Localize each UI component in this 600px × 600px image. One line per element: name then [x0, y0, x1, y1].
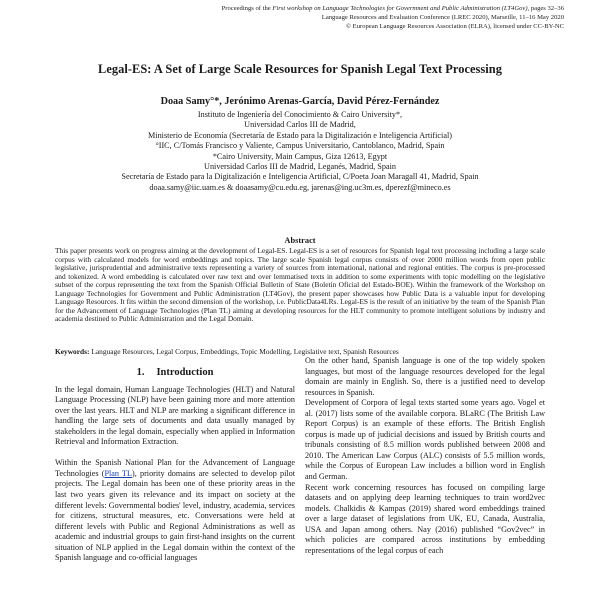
keywords	[55, 347, 545, 356]
keywords-label: Keywords:	[55, 347, 90, 356]
proceedings-line	[64, 4, 564, 13]
author-list: Doaa Samy°*, Jerónimo Arenas-García, David Pérez-Fernández	[160, 96, 440, 107]
affiliations	[0, 110, 600, 193]
paragraph: Development of Corpora of legal texts started some years ago. Vogel et al. (2017) lists some of the available corpora. BLaRC (The British Law Report Corpus) is an example of these efforts. The British English corpus is made up of judicial decisions and issued by British courts and tribunals consisting of 8.5 million words published between 2008 and 2010. The American Law Corpus (ALC) consists of 5.5 million words, while the Corpus of European Law includes a billion word in English and German.	[305, 398, 545, 482]
affiliation-line: Instituto de Ingeniería del Conocimiento & Cairo University*,	[197, 110, 403, 119]
author-emails[interactable]: doaa.samy@iic.uam.es & doaasamy@cu.edu.eg, jarenas@ing.uc3m.es, dperezf@mineco.es	[149, 182, 451, 192]
abstract-heading: Abstract	[284, 236, 316, 245]
plan-tl-link[interactable]: Plan TL	[104, 468, 133, 478]
section-heading	[55, 368, 295, 379]
workshop-name: First workshop on Language Technologies for Government and Public Administration (LT4Gov)	[272, 5, 528, 12]
paragraph-gap	[55, 448, 295, 459]
affiliation-line: Ministerio de Economía (Secretaría de Estado para la Digitalización e Inteligencia Artificial)	[148, 130, 452, 140]
affiliation-line: *Cairo University, Main Campus, Giza 12613, Egypt	[212, 151, 388, 161]
license-line: © European Language Resources Association (ELRA), licensed under CC-BY-NC	[346, 23, 564, 30]
paragraph: In the legal domain, Human Language Technologies (HLT) and Natural Language Processing (NLP) have been gaining more and more attention over the last years. HLT and NLP are marking a significant difference in handling the large sets of documents and data usually managed by stakeholders in the legal domain, especially when applied in Information Retrieval and Information Extraction.	[55, 384, 295, 447]
left-column	[55, 368, 295, 564]
paragraph: Recent work concerning resources has focused on compiling large datasets and on applying deep learning techniques to train word2vec models. Chalkidis & Kampas (2019) shared word embeddings trained over a large dataset of legislations from UK, EU, Canada, Australia, USA and Japan among others. Nay (2016) published “Gov2vec” in which policies are compared across institutions by embedding representations of the legal corpus of each	[305, 482, 545, 555]
affiliation-line: Secretaría de Estado para la Digitalización e Inteligencia Artificial, C/Poeta Joan Maragall 41, Madrid, Spain	[121, 172, 479, 182]
right-column	[305, 356, 545, 556]
conference-line: Language Resources and Evaluation Conference (LREC 2020), Marseille, 11–16 May 2020	[321, 14, 564, 21]
section-title: Introduction	[156, 367, 214, 378]
section-number: 1.	[136, 367, 145, 378]
keywords-list: Language Resources, Legal Corpus, Embeddings, Topic Modelling, Legislative text, Spanish Resources	[89, 347, 399, 356]
affiliation-line: Universidad Carlos III de Madrid,	[244, 120, 356, 130]
affiliation-line: Universidad Carlos III de Madrid, Leganés, Madrid, Spain	[204, 162, 396, 172]
publication-header	[64, 4, 564, 31]
paragraph-text: Within the Spanish National Plan for the Advancement of Language Technologies (	[55, 458, 295, 478]
abstract-text: This paper presents work on progress aiming at the development of Legal-ES. Legal-ES is a set of resources for Spanish legal text processing including a large scale corpus with calculated models for word embeddings and topics. The large scale Spanish legal corpus consists of over 2000 million words from open public legislative, jurisprudential and administrative texts representing a variety of sources from international, national and regional entities. The corpus is pre-processed and tokenized. A word embedding is calculated over raw text and over lemmatised texts in addition to some experiments with topic modelling on the legislative subset of the corpus representing the text from the Spanish Official Bulletin of State (Boletin Oficial del Estado-BOE). Within the framework of the Workshop on Language Technologies for Government and Public Administration (LT4Gov), the present paper showcases how Public Data is a valuable input for developing Language Resources. It fits within the second dimension of the workshop, i.e. PublicData4LRs. Legal-ES is the result of an initiative by the team of the Spanish Plan for the Advancement of Language Technologies (Plan TL) aiming at developing resources for the HLT community to promote intelligent solutions by industry and academia destined to Public Administration and the Legal Domain.	[55, 246, 545, 324]
pages-range: , pages 32–36	[527, 5, 564, 12]
paper-title: Legal-ES: A Set of Large Scale Resources for Spanish Legal Text Processing	[98, 62, 502, 76]
paragraph: On the other hand, Spanish language is one of the top widely spoken languages, but most of the language resources developed for the legal domain are mainly in English. So, there is a justified need to develop resources in Spanish.	[305, 356, 545, 397]
paragraph-text: ), priority domains are selected to develop pilot projects. The Legal domain has been one of these priority areas in the last two years given its relevance and its impact on society at the different levels: Governmental bodies' level, industry, academia, services for citizens, structural measures, etc. Conversations were held at different levels with Public and Regional Administrations as well as academic and industrial groups to gain first-hand insights on the current situation of NLP applied in the Legal domain within the context of the Spanish language and co-official languages	[55, 468, 295, 563]
affiliation-line: °IIC, C/Tomás Francisco y Valiente, Campus Universitario, Cantoblanco, Madrid, Spain	[155, 141, 445, 151]
paragraph	[55, 458, 295, 563]
proceedings-prefix: Proceedings of the	[221, 5, 273, 12]
